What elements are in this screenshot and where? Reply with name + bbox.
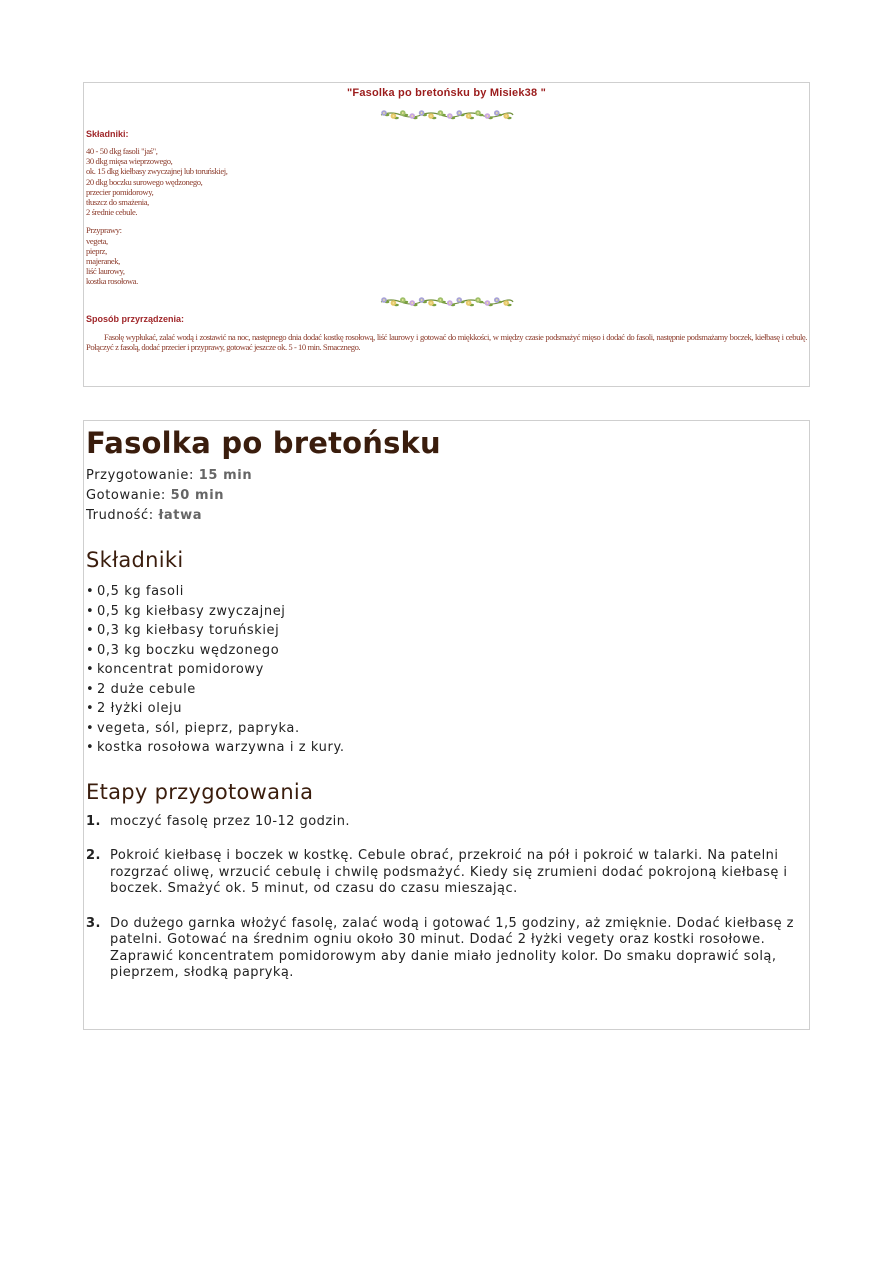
list-item: tłuszcz do smażenia, (86, 197, 149, 208)
list-item: • 2 duże cebule (86, 680, 809, 700)
list-item: • kostka rosołowa warzywna i z kury. (86, 738, 809, 758)
old-ingredients-heading: Składniki: (86, 129, 129, 139)
cook-time-value: 50 min (170, 488, 225, 503)
new-recipe-card (83, 420, 810, 1030)
list-item: 40 - 50 dkg fasoli "jaś", (86, 146, 158, 156)
list-item: • 0,3 kg boczku wędzonego (86, 641, 809, 661)
bullet-icon: • (86, 603, 95, 619)
bullet-icon: • (86, 740, 95, 755)
list-item: majeranek, (86, 256, 120, 267)
step-number: 2. (86, 848, 101, 863)
cook-time-label: Gotowanie: (86, 488, 166, 503)
ingredients-list (86, 582, 809, 758)
list-item: • 0,5 kg fasoli (86, 582, 809, 602)
bullet-icon: • (86, 662, 95, 677)
step-text: Pokroić kiełbasę i boczek w kostkę. Cebule obrać, przekroić na pół i pokroić w talarki. Na patelni rozgrzać oliwę, wrzucić cebulę i chwilę podsmażyć. Kiedy się zrumieni dodać pokrojoną kiełbasę i boczek. Smażyć ok. 5 minut, od czasu do czasu mieszając. (110, 848, 788, 896)
prep-time-row (86, 466, 809, 486)
step-number: 3. (86, 915, 101, 931)
list-item: pieprz, (86, 245, 107, 256)
steps-list (86, 814, 809, 982)
prep-time-label: Przygotowanie: (86, 468, 194, 483)
list-item: • 0,3 kg kiełbasy toruńskiej (86, 621, 809, 641)
step-item (86, 916, 809, 982)
list-item: 2 średnie cebule. (86, 207, 138, 218)
list-item: • 2 łyżki oleju (86, 699, 809, 719)
step-number: 1. (86, 813, 101, 829)
bullet-icon: • (86, 720, 95, 736)
old-recipe-card (83, 82, 810, 387)
old-spices-heading: Przyprawy: (86, 225, 122, 236)
floral-divider-bottom (84, 295, 809, 307)
list-item: vegeta, (86, 235, 108, 246)
bullet-icon: • (86, 584, 95, 599)
difficulty-row (86, 506, 809, 526)
list-item: 30 dkg mięsa wieprzowego, (86, 156, 173, 167)
list-item: liść laurowy, (86, 266, 125, 277)
list-item: • koncentrat pomidorowy (86, 660, 809, 680)
step-text: moczyć fasolę przez 10-12 godzin. (110, 813, 350, 829)
difficulty-value: łatwa (158, 508, 203, 523)
old-method-heading: Sposób przyrządzenia: (86, 313, 185, 324)
old-ingredients-list (86, 146, 809, 217)
list-item: • 0,5 kg kiełbasy zwyczajnej (86, 602, 809, 622)
recipe-meta (86, 466, 809, 526)
bullet-icon: • (86, 642, 95, 658)
list-item: ok. 15 dkg kiełbasy zwyczajnej lub toruńskiej, (86, 166, 228, 177)
old-method-text: Fasolę wypłukać, zalać wodą i zostawić na noc, następnego dnia dodać kostkę rosołową, liść laurowy i gotować do miękkości, w między czasie podsmażyć mięso i dodać do fasoli, następnie podsmażamy boczek, kiełbasę i cebulę. Połączyć z fasolą, dodać przecier i przyprawy, gotować jeszcze ok. 5 - 10 min. Smacznego. (86, 331, 807, 353)
bullet-icon: • (86, 701, 95, 716)
old-spices-list (86, 225, 809, 286)
bullet-icon: • (86, 623, 95, 638)
bullet-icon: • (86, 681, 95, 697)
list-item: 20 dkg boczku surowego wędzonego, (86, 176, 203, 187)
steps-heading: Etapy przygotowania (86, 779, 314, 804)
recipe-title: Fasolka po bretońsku (86, 426, 441, 460)
old-recipe-title: "Fasolka po bretońsku by Misiek38 " (347, 87, 546, 99)
step-item (86, 848, 809, 898)
cook-time-row (86, 486, 809, 506)
ingredients-heading: Składniki (86, 548, 184, 572)
flower-garland-icon (379, 295, 515, 307)
step-text: Do dużego garnka włożyć fasolę, zalać wodą i gotować 1,5 godziny, aż zmięknie. Dodać kiełbasę z patelni. Gotować na średnim ogniu około 30 minut. Dodać 2 łyżki vegety oraz kostki rosołowe. Zaprawić koncentratem pomidorowym aby danie miało jednolity kolor. Do smaku doprawić solą, pieprzem, słodką papryką. (110, 915, 794, 980)
list-item: przecier pomidorowy, (86, 186, 154, 197)
list-item: kostka rosołowa. (86, 276, 138, 287)
prep-time-value: 15 min (198, 468, 253, 483)
floral-divider-top (84, 108, 809, 120)
list-item: • vegeta, sól, pieprz, papryka. (86, 719, 809, 739)
step-item (86, 814, 809, 831)
difficulty-label: Trudność: (86, 508, 154, 523)
flower-garland-icon (379, 108, 515, 120)
